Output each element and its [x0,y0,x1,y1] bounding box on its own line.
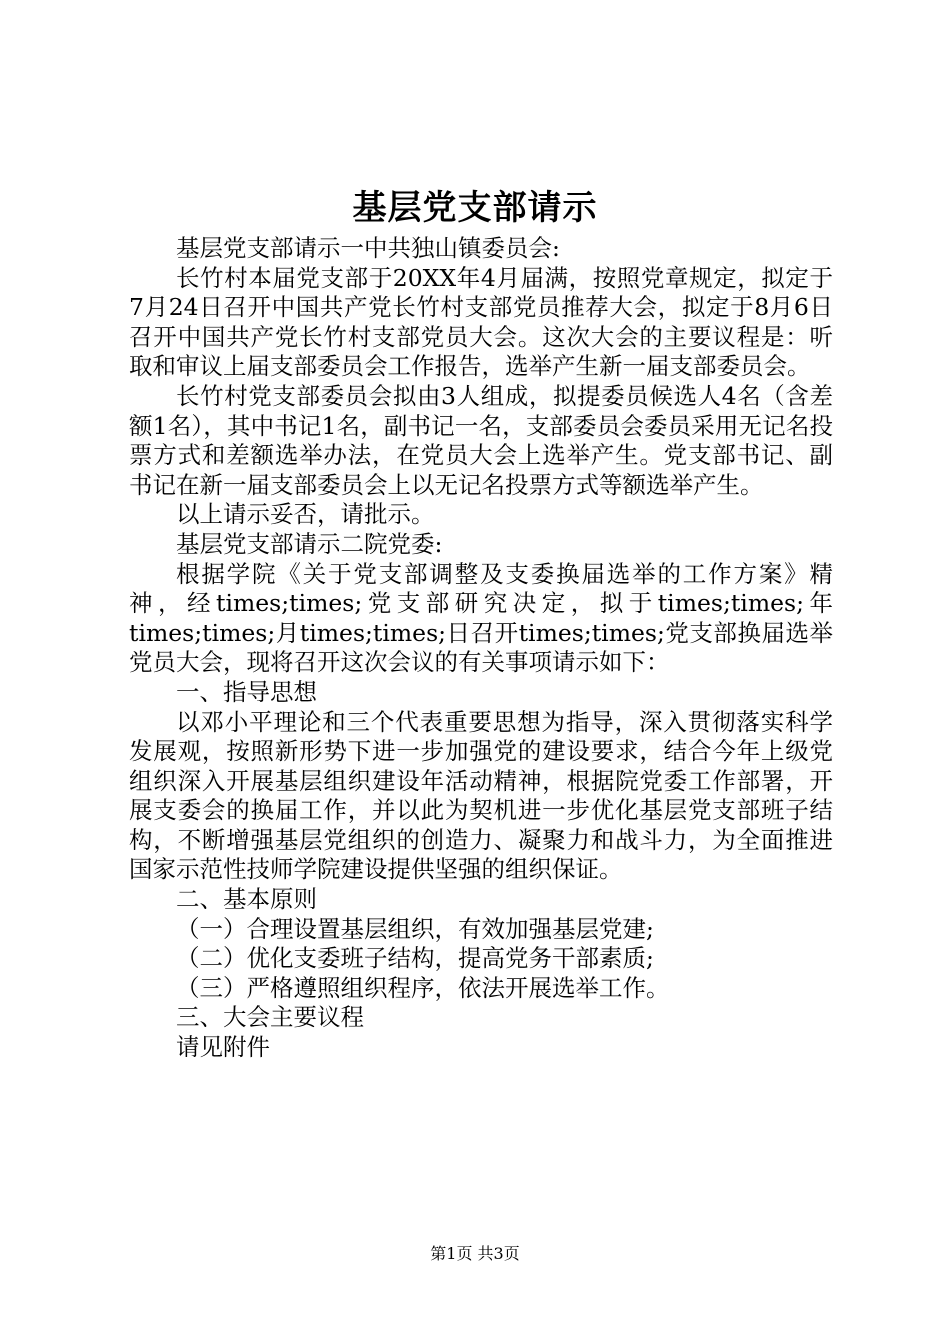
section-heading: 一、指导思想 [176,677,317,706]
list-item: （一）合理设置基层组织，有效加强基层党建; [176,914,654,943]
list-item: （三）严格遵照组织程序，依法开展选举工作。 [176,973,670,1002]
paragraph: 长竹村党支部委员会拟由3人组成，拟提委员候选人4名（含差额1名），其中书记1名，副书记一名，支部委员会委员采用无记名投票方式和差额选举办法，在党员大会上选举产生。党支部书记、副书记在新一届支部委员会上以无记名投票方式等额选举产生。 [129,381,833,499]
list-item: （二）优化支委班子结构，提高党务干部素质; [176,944,654,973]
paragraph: 以邓小平理论和三个代表重要思想为指导，深入贯彻落实科学发展观，按照新形势下进一步加强党的建设要求，结合今年上级党组织深入开展基层组织建设年活动精神，根据院党委工作部署，开展支委会的换届工作，并以此为契机进一步优化基层党支部班子结构，不断增强基层党组织的创造力、凝聚力和战斗力，为全面推进国家示范性技师学院建设提供坚强的组织保证。 [129,707,833,884]
paragraph: 基层党支部请示二院党委: [176,529,443,558]
document-body [129,234,833,1063]
paragraph: 根据学院《关于党支部调整及支委换届选举的工作方案》精神，经times;times;党支部研究决定，拟于times;times;年times;times;月times;times;日召开times;times;党支部换届选举党员大会，现将召开这次会议的有关事项请示如下： [129,559,833,677]
section-heading: 二、基本原则 [176,885,317,914]
section-heading: 三、大会主要议程 [176,1003,364,1032]
page-footer: 第1页 共3页 [430,1244,520,1263]
paragraph: 以上请示妥否，请批示。 [176,500,435,529]
document-title: 基层党支部请示 [352,188,598,228]
paragraph: 请见附件 [176,1033,270,1062]
paragraph: 长竹村本届党支部于20XX年4月届满，按照党章规定，拟定于7月24日召开中国共产党长竹村支部党员推荐大会，拟定于8月6日召开中国共产党长竹村支部党员大会。这次大会的主要议程是：听取和审议上届支部委员会工作报告，选举产生新一届支部委员会。 [129,263,833,381]
paragraph: 基层党支部请示一中共独山镇委员会: [176,234,560,262]
